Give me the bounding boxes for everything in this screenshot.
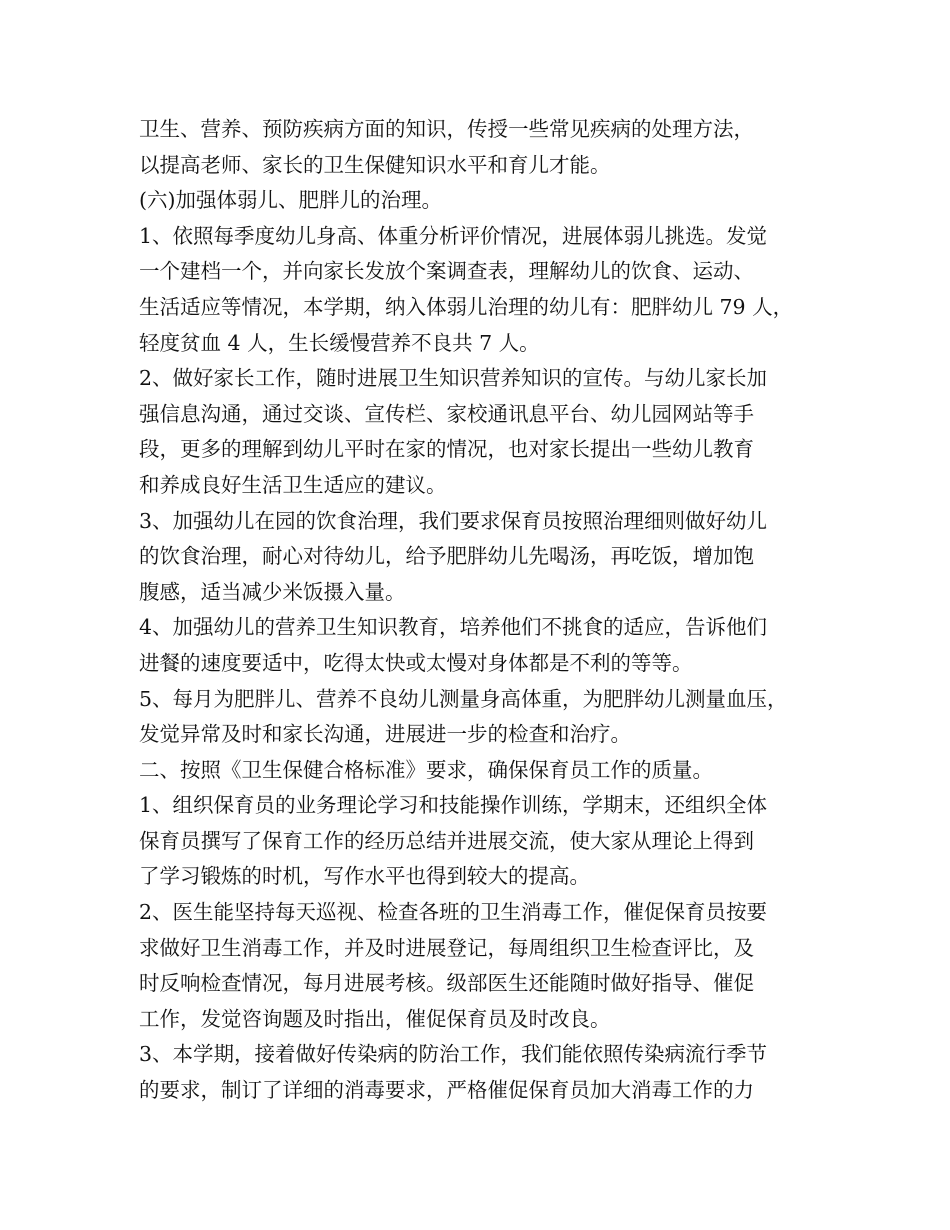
text-line: 3、本学期，接着做好传染病的防治工作，我们能依照传染病流行季节: [139, 1042, 768, 1067]
text-line: 工作，发觉咨询题及时指出，催促保育员及时改良。: [139, 1006, 611, 1031]
text-line: 进餐的速度要适中，吃得太快或太慢对身体都是不利的等等。: [139, 650, 693, 675]
text-line: 和养成良好生活卫生适应的建议。: [139, 472, 447, 497]
text-line: 2、做好家长工作，随时进展卫生知识营养知识的宣传。与幼儿家长加: [139, 366, 768, 391]
text-line: 轻度贫血 4 人，生长缓慢营养不良共 7 人。: [139, 330, 540, 355]
text-line: 1、依照每季度幼儿身高、体重分析评价情况，进展体弱儿挑选。发觉: [139, 223, 768, 248]
text-line: 求做好卫生消毒工作，并及时进展登记，每周组织卫生检查评比，及: [139, 935, 754, 960]
text-line: 3、加强幼儿在园的饮食治理，我们要求保育员按照治理细则做好幼儿: [139, 508, 768, 533]
text-line: 段，更多的理解到幼儿平时在家的情况，也对家长提出一些幼儿教育: [139, 437, 754, 462]
text-line: 时反响检查情况，每月进展考核。级部医生还能随时做好指导、催促: [139, 971, 754, 996]
document-body: [139, 112, 839, 1109]
text-line: 以提高老师、家长的卫生保健知识水平和育儿才能。: [139, 152, 611, 177]
text-line: 1、组织保育员的业务理论学习和技能操作训练，学期末，还组织全体: [139, 793, 768, 818]
text-line: 了学习锻炼的时机，写作水平也得到较大的提高。: [139, 864, 590, 889]
text-line: 2、医生能坚持每天巡视、检查各班的卫生消毒工作，催促保育员按要: [139, 900, 768, 925]
text-line: 发觉异常及时和家长沟通，进展进一步的检查和治疗。: [139, 722, 631, 747]
text-line: 的要求，制订了详细的消毒要求，严格催促保育员加大消毒工作的力: [139, 1078, 754, 1103]
section-heading: (六)加强体弱儿、肥胖儿的治理。: [139, 188, 442, 213]
text-line: 一个建档一个，并向家长发放个案调查表，理解幼儿的饮食、运动、: [139, 259, 754, 284]
text-line: 卫生、营养、预防疾病方面的知识，传授一些常见疾病的处理方法，: [139, 117, 754, 141]
text-line: 腹感，适当减少米饭摄入量。: [139, 579, 406, 604]
section-heading: 二、按照《卫生保健合格标准》要求，确保保育员工作的质量。: [139, 757, 713, 782]
text-line: 保育员撰写了保育工作的经历总结并进展交流，使大家从理论上得到: [139, 828, 754, 853]
text-line: 强信息沟通，通过交谈、宣传栏、家校通讯息平台、幼儿园网站等手: [139, 401, 754, 426]
text-line: 5、每月为肥胖儿、营养不良幼儿测量身高体重，为肥胖幼儿测量血压，: [139, 686, 788, 711]
text-line: 4、加强幼儿的营养卫生知识教育，培养他们不挑食的适应，告诉他们: [139, 615, 768, 640]
text-line: 的饮食治理，耐心对待幼儿，给予肥胖幼儿先喝汤，再吃饭，增加饱: [139, 544, 754, 569]
text-line: 生活适应等情况，本学期，纳入体弱儿治理的幼儿有：肥胖幼儿 79 人，: [139, 294, 794, 319]
